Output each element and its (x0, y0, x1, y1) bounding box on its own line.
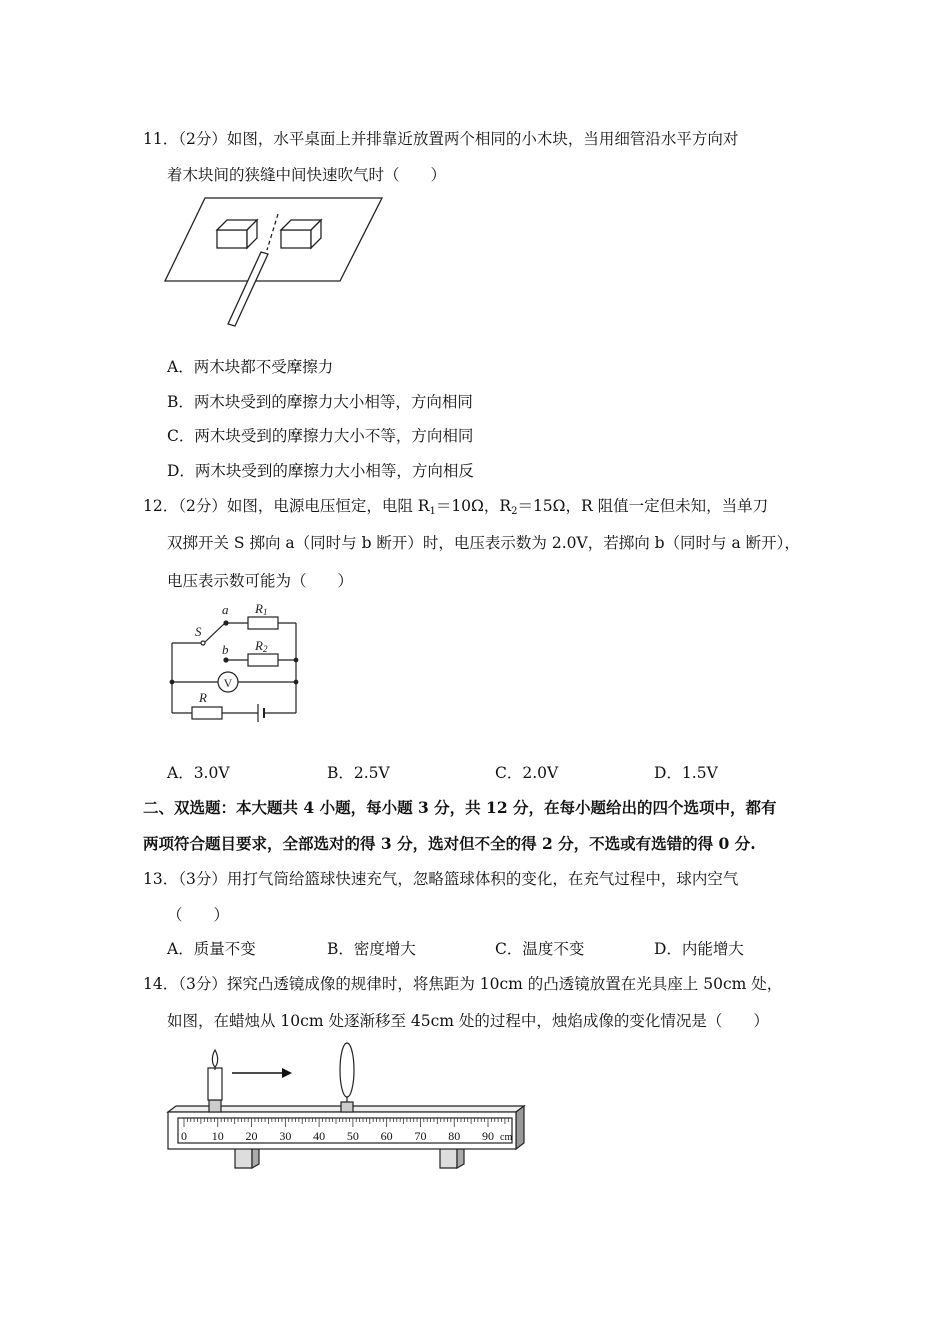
q11-option-c: C．两木块受到的摩擦力大小不等，方向相同 (167, 427, 474, 445)
resistor-r (192, 707, 222, 719)
ruler-tick-label: 50 (346, 1129, 359, 1143)
ruler-tick-label: 10 (211, 1129, 224, 1143)
q12-option-c: C．2.0V (495, 764, 559, 782)
voltmeter-label: V (223, 676, 233, 690)
q12-stem-line3: 电压表示数可能为（ ） (167, 572, 354, 590)
q12-stem-part-c: ＝15Ω，R 阻值一定但未知，当单刀 (517, 497, 769, 515)
right-wood-block (281, 220, 321, 248)
resistor-r2 (248, 654, 278, 666)
q13-option-d: D．内能增大 (654, 940, 744, 958)
ruler-unit-label: cm (500, 1132, 513, 1143)
ruler-tick-label: 20 (245, 1129, 258, 1143)
section2-heading-line1: 二、双选题：本大题共 4 小题，每小题 3 分，共 12 分，在每小题给出的四个选项中，都有 (143, 798, 777, 817)
contact-b-label: b (222, 642, 229, 657)
q11-option-d: D．两木块受到的摩擦力大小相等，方向相反 (167, 462, 474, 480)
q11-option-a: A．两木块都不受摩擦力 (167, 358, 334, 376)
bench-leg-right (440, 1148, 457, 1168)
move-arrow (282, 1068, 292, 1078)
q14-optical-bench-figure (160, 1040, 530, 1175)
ruler-tick-label: 70 (414, 1129, 427, 1143)
q13-option-c: C．温度不变 (495, 940, 585, 958)
contact-a-label: a (222, 602, 229, 617)
q11-stem-line1: 11．（2分）如图，水平桌面上并排靠近放置两个相同的小木块，当用细管沿水平方向对 (143, 130, 739, 148)
q14-stem-line1: 14．（3分）探究凸透镜成像的规律时，将焦距为 10cm 的凸透镜放置在光具座上 50cm 处， (143, 975, 783, 993)
q12-stem-line2: 双掷开关 S 掷向 a（同时与 b 断开）时，电压表示数为 2.0V，若掷向 b（同时与 a 断开）， (167, 534, 800, 552)
left-wood-block (217, 220, 257, 248)
q12-circuit-diagram (160, 598, 310, 723)
q12-r1-subscript: 1 (429, 506, 436, 517)
q12-option-a: A．3.0V (167, 764, 230, 782)
section2-heading-line2: 两项符合题目要求，全部选对的得 3 分，选对但不全的得 2 分，不选或有选错的得 0 分. (143, 834, 756, 853)
q12-r2-subscript: 2 (511, 506, 518, 517)
ruler-tick-label: 30 (279, 1129, 292, 1143)
table-surface (165, 198, 382, 281)
r2-label: R2 (255, 638, 268, 654)
q12-stem-part-a: 12．（2分）如图，电源电压恒定，电阻 R (143, 497, 430, 515)
q12-option-d: D．1.5V (654, 764, 718, 782)
q13-stem-line1: 13．（3分）用打气筒给篮球快速充气，忽略篮球体积的变化，在充气过程中，球内空气 (143, 870, 739, 888)
q13-option-b: B．密度增大 (327, 940, 416, 958)
switch-blade (205, 624, 224, 642)
q13-stem-line2: （ ） (167, 906, 230, 924)
q12-option-b: B．2.5V (327, 764, 390, 782)
q12-stem-line1 (143, 494, 768, 517)
q11-figure-blocks-on-table (160, 190, 390, 330)
q12-stem-part-b: ＝10Ω，R (435, 497, 512, 515)
r-label: R (199, 690, 207, 705)
ruler-tick-label: 40 (313, 1129, 326, 1143)
ruler-tick-label: 90 (482, 1129, 494, 1143)
ruler-tick-label: 60 (380, 1129, 393, 1143)
q11-option-b: B．两木块受到的摩擦力大小相等，方向相同 (167, 393, 473, 411)
q13-option-a: A．质量不变 (167, 940, 256, 958)
bench-leg-left (235, 1148, 252, 1168)
ruler-tick-label: 0 (181, 1129, 187, 1143)
candle-flame (212, 1050, 217, 1067)
resistor-r1 (248, 617, 278, 629)
q11-stem-line2: 着木块间的狭缝中间快速吹气时（ ） (167, 166, 447, 184)
convex-lens (340, 1043, 354, 1097)
q14-stem-line2: 如图，在蜡烛从 10cm 处逐渐移至 45cm 处的过程中，烛焰成像的变化情况是（ ） (167, 1012, 769, 1030)
candle (208, 1068, 222, 1100)
ruler-tick-label: 80 (448, 1129, 461, 1143)
r1-label: R1 (255, 601, 268, 617)
switch-s-label: S (195, 624, 202, 639)
